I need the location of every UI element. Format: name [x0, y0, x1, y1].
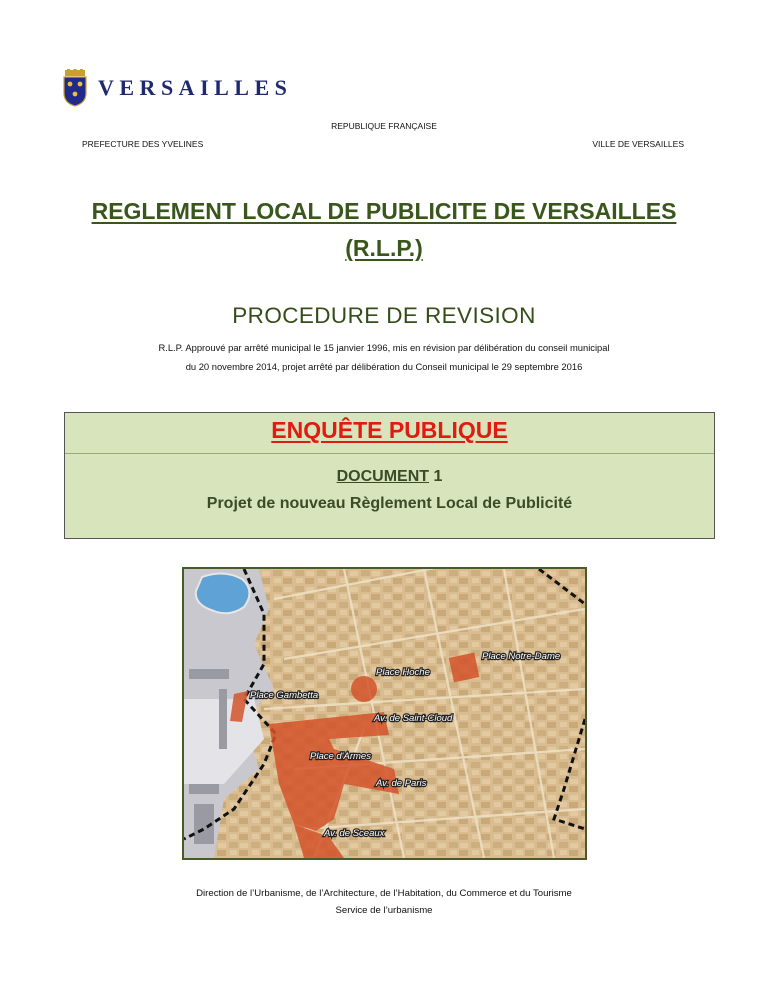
- logo-text: VERSAILLES: [98, 75, 293, 100]
- label-hoche: Place Hoche: [376, 667, 430, 678]
- enquete-title: ENQUÊTE PUBLIQUE: [271, 417, 508, 443]
- versailles-coat-of-arms-icon: [62, 69, 88, 107]
- enquete-box: [64, 412, 715, 539]
- zoning-map: [182, 567, 587, 860]
- map-svg: [184, 569, 585, 858]
- label-gambetta: Place Gambetta: [250, 690, 319, 701]
- prefecture-label: PREFECTURE DES YVELINES: [82, 139, 204, 149]
- footer-line-1: Direction de l’Urbanisme, de l’Architecture, de l’Habitation, du Commerce et du Tourisme: [196, 888, 572, 899]
- procedure-line-1: R.L.P. Approuvé par arrêté municipal le 15 janvier 1996, mis en révision par délibération du conseil municipal: [158, 342, 610, 353]
- label-saint-cloud: Av. de Saint-Cloud: [374, 713, 453, 724]
- footer-line-2: Service de l’urbanisme: [335, 905, 433, 916]
- ville-label: VILLE DE VERSAILLES: [592, 139, 684, 149]
- label-notre-dame: Place Notre-Dame: [482, 651, 561, 662]
- label-paris: Av. de Paris: [376, 778, 427, 789]
- zone-place-notre-dame: [449, 653, 480, 683]
- zone-place-hoche: [351, 676, 377, 702]
- procedure-heading: PROCEDURE DE REVISION: [232, 303, 536, 328]
- basin: [196, 573, 250, 613]
- procedure-description: [0, 338, 768, 376]
- label-sceaux: Av. de Sceaux: [324, 828, 385, 839]
- footer: [0, 885, 768, 919]
- document-label: DOCUMENT: [336, 468, 430, 485]
- box-divider: [65, 453, 714, 454]
- procedure-line-2: du 20 novembre 2014, projet arrêté par délibération du Conseil municipal le 29 septembre 2016: [185, 361, 583, 372]
- logo: [62, 68, 292, 108]
- republique-label: REPUBLIQUE FRANÇAISE: [331, 121, 437, 131]
- document-heading: [65, 468, 714, 486]
- title-line-1: REGLEMENT LOCAL DE PUBLICITE DE VERSAILLES: [91, 198, 677, 224]
- document-subtitle: Projet de nouveau Règlement Local de Publicité: [206, 495, 573, 512]
- label-armes: Place d'Armes: [310, 751, 371, 762]
- title-line-2: (R.L.P.): [345, 235, 423, 261]
- page-title: [0, 193, 768, 267]
- document-number: 1: [433, 468, 443, 485]
